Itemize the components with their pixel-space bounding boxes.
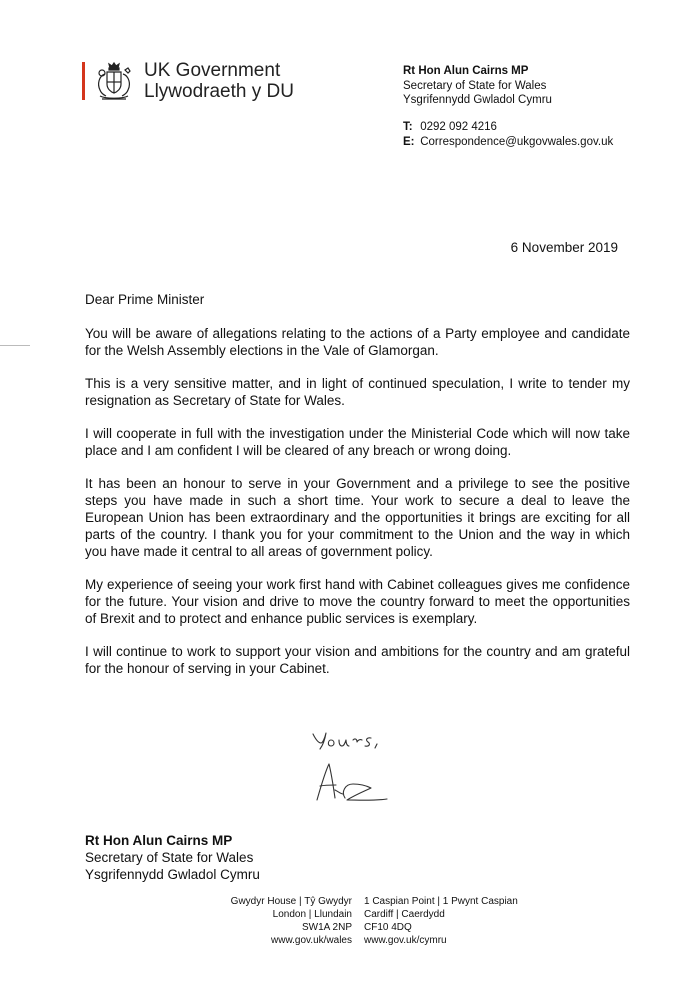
fold-mark: [0, 345, 30, 346]
sender-name: Rt Hon Alun Cairns MP: [403, 65, 529, 77]
signoff-title-welsh: Ysgrifennydd Gwladol Cymru: [85, 867, 260, 882]
footer-link[interactable]: www.gov.uk/wales: [271, 935, 352, 946]
logo-line-welsh: Llywodraeth y DU: [144, 81, 294, 102]
signoff-block: [85, 832, 260, 883]
footer-line: CF10 4DQ: [364, 922, 412, 933]
uk-government-logo: [82, 60, 302, 104]
contact-block: [403, 120, 613, 149]
logo-line-english: UK Government: [144, 60, 281, 81]
letter-body: [85, 325, 630, 693]
letter-date: 6 November 2019: [510, 240, 618, 255]
email-label: E:: [403, 135, 415, 148]
paragraph: It has been an honour to serve in your Government and a privilege to see the positive steps you have made in such a short time. Your work to secure a deal to leave the European Union has been extraordinary and the opportunities it brings are exciting for all parts of the country. I thank you for your commitment to the Union and the way in which you have made it central to all areas of government policy.: [85, 476, 630, 559]
logo-accent-bar: [82, 62, 85, 100]
logo-text: [144, 60, 294, 102]
footer-line: Cardiff | Caerdydd: [364, 909, 445, 920]
royal-coat-of-arms-icon: [94, 60, 134, 102]
footer-line: SW1A 2NP: [301, 922, 352, 933]
sender-title-welsh: Ysgrifennydd Gwladol Cymru: [403, 94, 552, 106]
telephone-line: [403, 120, 613, 135]
signoff-title-english: Secretary of State for Wales: [85, 850, 254, 865]
sender-block: [403, 64, 552, 108]
footer-line: 1 Caspian Point | 1 Pwynt Caspian: [364, 896, 518, 907]
footer-address-cardiff: [364, 895, 518, 947]
telephone-number: 0292 092 4216: [420, 121, 497, 133]
footer-link[interactable]: www.gov.uk/cymru: [364, 935, 447, 946]
footer-line: Gwydyr House | Tŷ Gwydyr: [230, 896, 352, 907]
sender-title-english: Secretary of State for Wales: [403, 79, 547, 92]
email-line: [403, 135, 613, 150]
footer-address-london: [231, 895, 352, 947]
handwritten-signature: [305, 720, 415, 820]
footer-line: London | Llundain: [272, 909, 352, 920]
telephone-label: T:: [403, 121, 413, 133]
paragraph: This is a very sensitive matter, and in light of continued speculation, I write to tender my resignation as Secretary of State for Wales.: [85, 376, 630, 408]
email-address[interactable]: Correspondence@ukgovwales.gov.uk: [420, 135, 614, 148]
paragraph: I will cooperate in full with the investigation under the Ministerial Code which will now take place and I am confident I will be cleared of any breach or wrong doing.: [85, 426, 630, 458]
salutation: Dear Prime Minister: [85, 292, 205, 307]
paragraph: You will be aware of allegations relating to the actions of a Party employee and candidate for the Welsh Assembly elections in the Vale of Glamorgan.: [85, 326, 630, 358]
paragraph: My experience of seeing your work first hand with Cabinet colleagues gives me confidence for the future. Your vision and drive to move the country forward to meet the opportunities of Brexit and to protect and enhance public services is exemplary.: [85, 577, 630, 626]
signoff-name: Rt Hon Alun Cairns MP: [85, 833, 233, 848]
paragraph: I will continue to work to support your vision and ambitions for the country and am grateful for the honour of serving in your Cabinet.: [85, 644, 630, 676]
